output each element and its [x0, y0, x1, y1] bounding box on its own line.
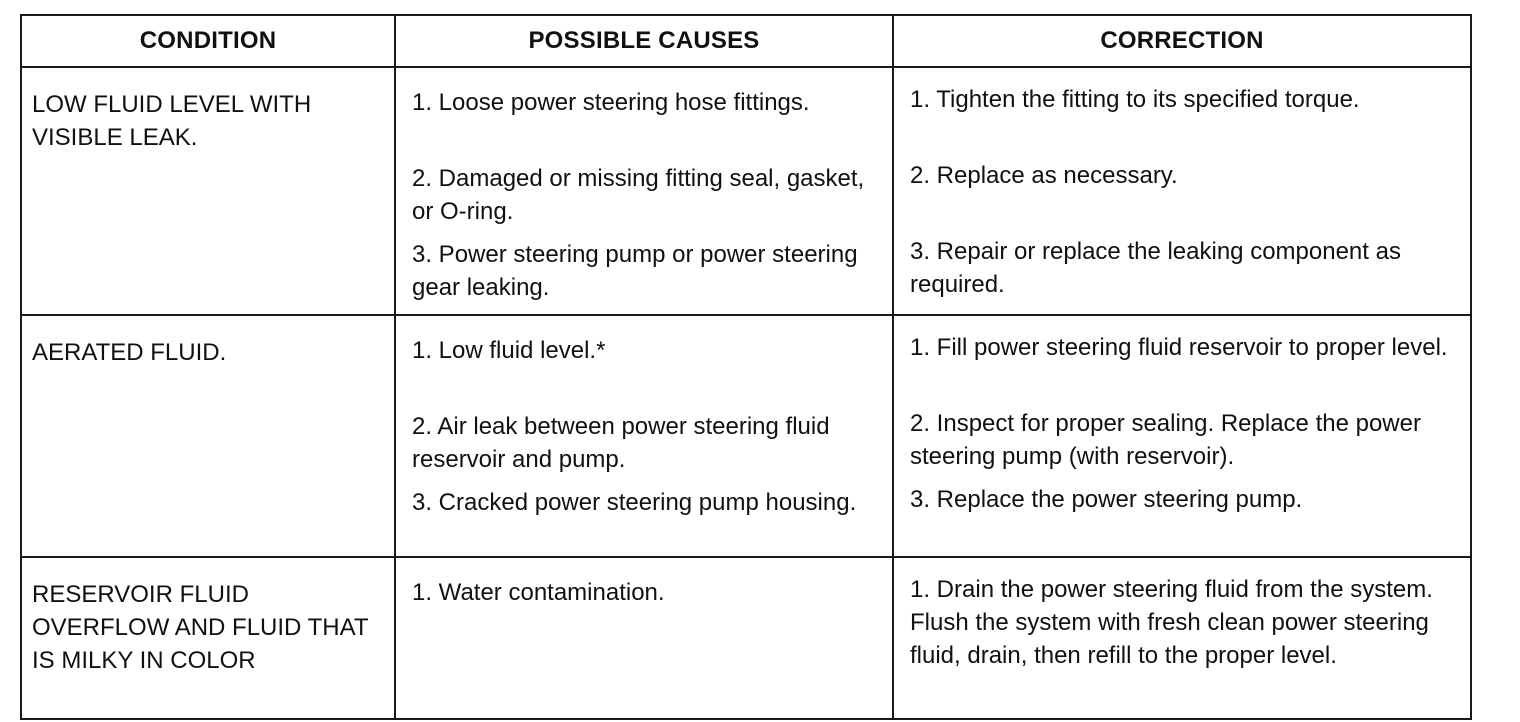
table-row: [21, 557, 1471, 719]
header-condition: CONDITION: [21, 15, 395, 67]
causes-cell: [395, 67, 893, 315]
header-row: [21, 15, 1471, 67]
table-row: [21, 67, 1471, 315]
correction-item: 2. Inspect for proper sealing. Replace the power steering pump (with reservoir).: [910, 410, 1421, 470]
condition-cell: [21, 315, 395, 557]
causes-list: [396, 316, 892, 519]
condition-cell: [21, 557, 395, 719]
correction-item: 3. Repair or replace the leaking component as required.: [910, 238, 1401, 298]
correction-item: 1. Fill power steering fluid reservoir to proper level.: [910, 334, 1448, 361]
corrections-list: [894, 68, 1470, 301]
table-row: [21, 315, 1471, 557]
correction-item: 3. Replace the power steering pump.: [910, 486, 1303, 513]
correction-cell: [893, 557, 1471, 719]
header-correction: CORRECTION: [893, 15, 1471, 67]
corrections-list: [894, 558, 1470, 672]
correction-item: 2. Replace as necessary.: [910, 162, 1178, 189]
cause-item: 1. Low fluid level.*: [412, 337, 606, 364]
correction-cell: [893, 315, 1471, 557]
condition-text: LOW FLUID LEVEL WITH VISIBLE LEAK.: [32, 91, 312, 151]
corrections-list: [894, 316, 1470, 516]
causes-cell: [395, 315, 893, 557]
correction-item: 1. Tighten the fitting to its specified torque.: [910, 86, 1360, 113]
header-possible-causes: POSSIBLE CAUSES: [395, 15, 893, 67]
diagnosis-table: [20, 14, 1472, 720]
cause-item: 2. Damaged or missing fitting seal, gasket, or O-ring.: [412, 165, 865, 225]
cause-item: 1. Water contamination.: [412, 579, 665, 606]
causes-cell: [395, 557, 893, 719]
causes-list: [396, 68, 892, 304]
cause-item: 3. Power steering pump or power steering gear leaking.: [412, 241, 858, 301]
correction-item: 1. Drain the power steering fluid from the system. Flush the system with fresh clean power steering fluid, drain, then refill to the proper level.: [910, 576, 1433, 669]
cause-item: 1. Loose power steering hose fittings.: [412, 89, 810, 116]
condition-cell: [21, 67, 395, 315]
condition-text: AERATED FLUID.: [32, 339, 227, 366]
cause-item: 3. Cracked power steering pump housing.: [412, 489, 857, 516]
correction-cell: [893, 67, 1471, 315]
causes-list: [396, 558, 892, 609]
condition-text: RESERVOIR FLUID OVERFLOW AND FLUID THAT IS MILKY IN COLOR: [32, 581, 369, 674]
cause-item: 2. Air leak between power steering fluid reservoir and pump.: [412, 413, 830, 473]
